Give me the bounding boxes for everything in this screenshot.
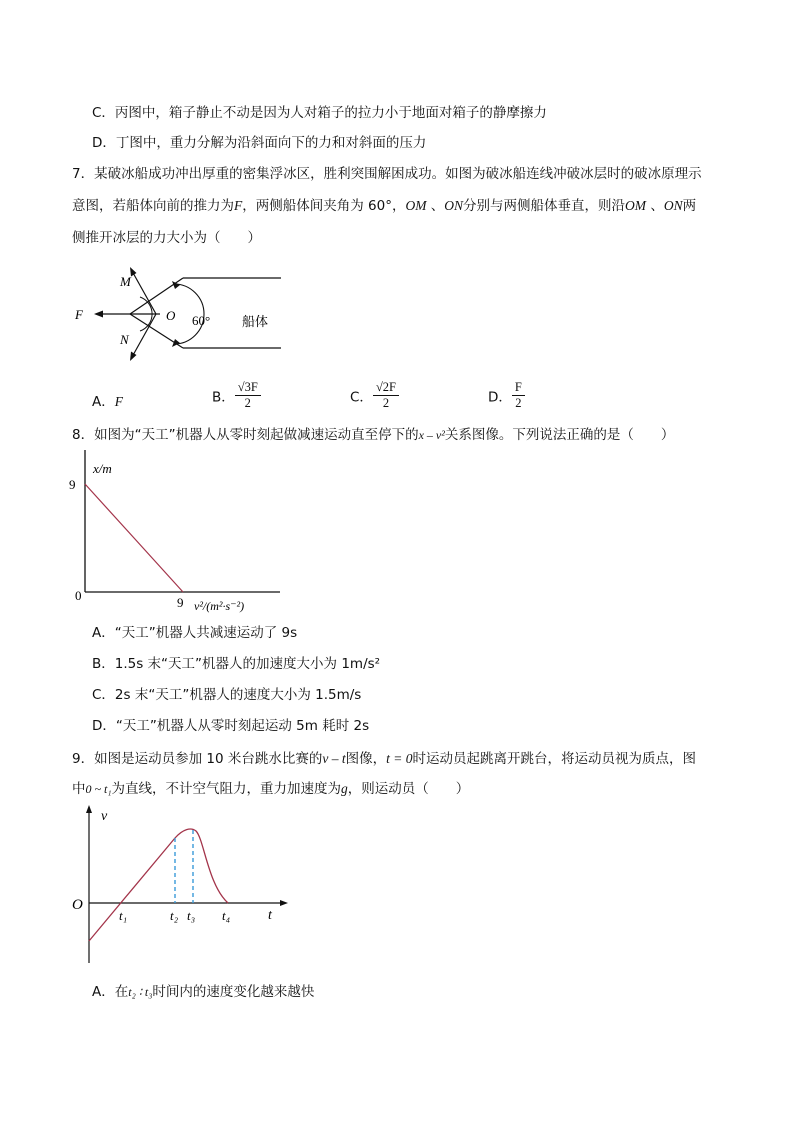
label-f: F xyxy=(75,307,83,322)
label-t4: t₄ xyxy=(222,908,231,923)
q7-option-a: A．F xyxy=(92,394,123,410)
force-n-arrowhead xyxy=(130,352,137,362)
force-f-arrowhead xyxy=(94,311,103,318)
q8-option-c: C．2s 末“天工”机器人的速度大小为 1.5m/s xyxy=(92,687,362,703)
label-t: t xyxy=(268,908,272,923)
x-tick-label-9: 9 xyxy=(177,595,184,610)
origin-tick-label: 0 xyxy=(75,588,82,603)
label-hull: 船体 xyxy=(242,315,269,330)
v-t-diagram xyxy=(70,805,290,965)
q7-option-b: B． $\frac{√3F}{2}$ xyxy=(212,380,261,411)
force-m-arrowhead xyxy=(130,267,137,277)
label-o: O xyxy=(166,308,176,323)
q7-option-c: C． $\frac{√2F}{2}$ xyxy=(350,380,399,411)
label-60-degrees: 60° xyxy=(192,313,211,328)
label-t1: t₁ xyxy=(119,908,128,923)
q8-stem: 8．如图为“天工”机器人从零时刻起做减速运动直至停下的x – v²关系图像。下列说法正确的是（ ） xyxy=(72,427,675,443)
label-m: M xyxy=(120,274,131,289)
x-axis-label: v²/(m²·s⁻²) xyxy=(194,599,245,613)
q7-stem-line1: 7．某破冰船成功冲出厚重的密集浮冰区，胜利突围解困成功。如图为破冰船连线冲破冰层时的破冰原理示 xyxy=(72,166,702,182)
t-axis-arrowhead xyxy=(280,900,288,906)
y-axis-label: x/m xyxy=(93,461,112,476)
label-t2: t₂ xyxy=(170,908,179,923)
q8-option-a: A．“天工”机器人共减速运动了 9s xyxy=(92,625,298,641)
y-tick-label-9: 9 xyxy=(69,477,76,492)
force-m-arrow xyxy=(132,271,156,314)
label-v: v xyxy=(101,809,108,824)
velocity-curve xyxy=(89,829,228,941)
q9-stem-line2: 中0 ~ t₁为直线，不计空气阻力，重力加速度为g，则运动员（ ） xyxy=(72,781,470,797)
force-n-arrow xyxy=(132,314,156,357)
v-axis-arrowhead xyxy=(86,805,92,813)
q7-stem-line3: 侧推开冰层的力大小为（ ） xyxy=(72,230,261,246)
label-t3: t₃ xyxy=(187,908,196,923)
label-n: N xyxy=(120,332,129,347)
label-o: O xyxy=(72,897,83,913)
q6-option-c: C．丙图中，箱子静止不动是因为人对箱子的拉力小于地面对箱子的静摩擦力 xyxy=(92,105,547,121)
q7-option-d: D． $\frac{F}{2}$ xyxy=(488,380,525,411)
x-v2-chart xyxy=(60,450,280,620)
q8-option-b: B．1.5s 末“天工”机器人的加速度大小为 1m/s² xyxy=(92,656,381,672)
q6-option-d: D．丁图中，重力分解为沿斜面向下的力和对斜面的压力 xyxy=(92,135,427,151)
q8-option-d: D．“天工”机器人从零时刻起运动 5m 耗时 2s xyxy=(92,718,370,734)
q9-option-a: A．在t₂ ∶ t₃时间内的速度变化越来越快 xyxy=(92,984,315,1000)
data-line xyxy=(85,484,183,592)
icebreaker-force-diagram xyxy=(70,250,290,360)
q9-stem-line1: 9．如图是运动员参加 10 米台跳水比赛的v – t图像，t = 0时运动员起跳离开跳台，将运动员视为质点，图 xyxy=(72,751,696,767)
q7-stem-line2: 意图，若船体向前的推力为F，两侧船体间夹角为 60°，OM 、ON分别与两侧船体垂直，则沿OM 、ON两 xyxy=(72,198,697,214)
